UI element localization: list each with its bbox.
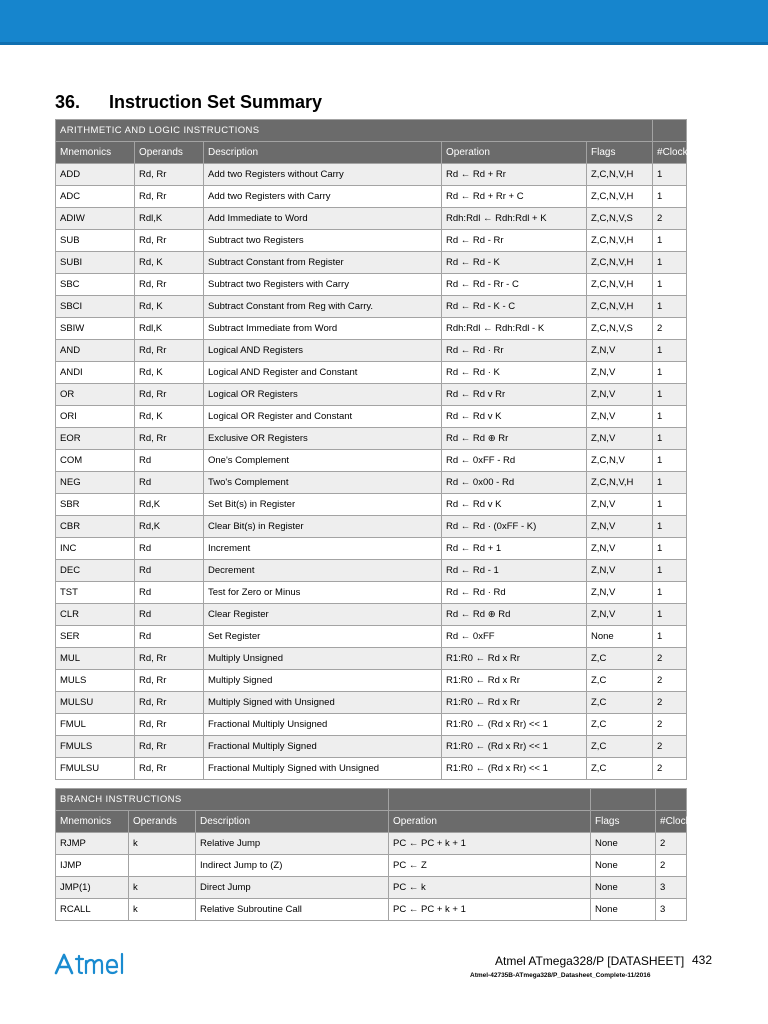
- table-cell: Rd ← Rd + Rr + C: [442, 186, 587, 208]
- table-cell: 2: [653, 208, 687, 230]
- table-cell: Increment: [204, 538, 442, 560]
- table-cell: Rd,K: [135, 494, 204, 516]
- table-cell: Rd, Rr: [135, 692, 204, 714]
- table-cell: Logical AND Registers: [204, 340, 442, 362]
- table-cell: None: [587, 626, 653, 648]
- table-cell: Rd, Rr: [135, 648, 204, 670]
- table-cell: FMULS: [56, 736, 135, 758]
- section-number: 36.: [55, 92, 81, 112]
- table-row: [56, 604, 687, 626]
- table-row: [56, 340, 687, 362]
- footer-page-number: 432: [692, 953, 713, 967]
- table-cell: 1: [653, 626, 687, 648]
- table-cell: Rd, K: [135, 296, 204, 318]
- table-header-row: [56, 142, 687, 164]
- table-cell: SBCI: [56, 296, 135, 318]
- table-cell: 1: [653, 538, 687, 560]
- table-cell: Clear Bit(s) in Register: [204, 516, 442, 538]
- table-row: [56, 472, 687, 494]
- table-cell: Rd ← Rd - 1: [442, 560, 587, 582]
- table-cell: Z,N,V: [587, 560, 653, 582]
- table-cell: Subtract two Registers with Carry: [204, 274, 442, 296]
- table-cell: 1: [653, 560, 687, 582]
- table-cell: Fractional Multiply Signed: [204, 736, 442, 758]
- table-cell: PC ← PC + k + 1: [389, 833, 591, 855]
- table-cell: 1: [653, 164, 687, 186]
- table-cell: Z,N,V: [587, 362, 653, 384]
- table-cell: Rd: [135, 626, 204, 648]
- table-cell: Set Register: [204, 626, 442, 648]
- column-header: Operation: [389, 811, 591, 833]
- table-cell: Z,C,N,V,H: [587, 472, 653, 494]
- table-cell: k: [129, 833, 196, 855]
- table-row: [56, 494, 687, 516]
- table-row: [56, 560, 687, 582]
- column-header: Flags: [587, 142, 653, 164]
- table-cell: TST: [56, 582, 135, 604]
- table-cell: Direct Jump: [196, 877, 389, 899]
- table-cell: Z,C: [587, 648, 653, 670]
- table-cell: Z,C: [587, 670, 653, 692]
- section-title: [55, 92, 322, 113]
- table-cell: Subtract Immediate from Word: [204, 318, 442, 340]
- table-cell: 3: [656, 877, 687, 899]
- table-cell: Z,N,V: [587, 428, 653, 450]
- table-cell: Z,C,N,V,H: [587, 164, 653, 186]
- table-cell: SER: [56, 626, 135, 648]
- table-cell: Z,N,V: [587, 340, 653, 362]
- table-cell: MULSU: [56, 692, 135, 714]
- table-cell: SBR: [56, 494, 135, 516]
- table-cell: FMUL: [56, 714, 135, 736]
- table-caption-row: [56, 120, 687, 142]
- table-cell: MULS: [56, 670, 135, 692]
- table-cell: Set Bit(s) in Register: [204, 494, 442, 516]
- table-cell: 2: [653, 318, 687, 340]
- table-cell: Exclusive OR Registers: [204, 428, 442, 450]
- table-cell: None: [591, 899, 656, 921]
- table-cell: ADC: [56, 186, 135, 208]
- table-row: [56, 208, 687, 230]
- table-row: [56, 186, 687, 208]
- table-cell: R1:R0 ← (Rd x Rr) << 1: [442, 714, 587, 736]
- table-cell: None: [591, 833, 656, 855]
- table-cell: Z,N,V: [587, 384, 653, 406]
- table-cell: Rd ← Rd - K: [442, 252, 587, 274]
- table-cell: COM: [56, 450, 135, 472]
- column-header: Description: [196, 811, 389, 833]
- table-row: [56, 450, 687, 472]
- table-cell: Logical AND Register and Constant: [204, 362, 442, 384]
- table-cell: Z,C: [587, 736, 653, 758]
- table-cell: SUBI: [56, 252, 135, 274]
- table-cell: 1: [653, 582, 687, 604]
- table-cell: Rdh:Rdl ← Rdh:Rdl - K: [442, 318, 587, 340]
- table-cell: Rd, Rr: [135, 340, 204, 362]
- table-cell: Subtract two Registers: [204, 230, 442, 252]
- table-cell: ANDI: [56, 362, 135, 384]
- table-cell: 1: [653, 494, 687, 516]
- table-cell: Z,C: [587, 692, 653, 714]
- table-cell: 1: [653, 340, 687, 362]
- table-cell: 3: [656, 899, 687, 921]
- table-cell: Rd ← Rd - Rr - C: [442, 274, 587, 296]
- table-cell: Subtract Constant from Reg with Carry.: [204, 296, 442, 318]
- table-cell: DEC: [56, 560, 135, 582]
- table-row: [56, 318, 687, 340]
- table-cell: Rd ← Rd · K: [442, 362, 587, 384]
- column-header: #Clocks: [653, 142, 687, 164]
- table-cell: R1:R0 ← Rd x Rr: [442, 648, 587, 670]
- table-caption-filler: [389, 789, 591, 811]
- table-cell: R1:R0 ← Rd x Rr: [442, 670, 587, 692]
- table-cell: Fractional Multiply Unsigned: [204, 714, 442, 736]
- table-cell: Z,N,V: [587, 538, 653, 560]
- table-cell: 2: [653, 714, 687, 736]
- table-row: [56, 252, 687, 274]
- atmel-logo: [54, 950, 130, 978]
- table-row: [56, 692, 687, 714]
- table-cell: MUL: [56, 648, 135, 670]
- table-cell: RJMP: [56, 833, 129, 855]
- table-cell: Rd ← Rd · Rr: [442, 340, 587, 362]
- table-cell: Rd, Rr: [135, 736, 204, 758]
- table-cell: Rd ← Rd - Rr: [442, 230, 587, 252]
- table-cell: Indirect Jump to (Z): [196, 855, 389, 877]
- footer-document-id: Atmel-42735B-ATmega328/P_Datasheet_Complete-11/2016: [470, 972, 651, 979]
- arithmetic-logic-table: [55, 119, 693, 780]
- table-cell: Rd ← Rd v Rr: [442, 384, 587, 406]
- table-cell: 2: [653, 758, 687, 780]
- table-cell: Z,N,V: [587, 516, 653, 538]
- table-cell: ADD: [56, 164, 135, 186]
- section-title-text: Instruction Set Summary: [109, 92, 323, 112]
- table-cell: Rdh:Rdl ← Rdh:Rdl + K: [442, 208, 587, 230]
- table-cell: Rd ← 0x00 - Rd: [442, 472, 587, 494]
- table-cell: Rd, Rr: [135, 230, 204, 252]
- table-cell: Rdl,K: [135, 318, 204, 340]
- table-caption: BRANCH INSTRUCTIONS: [56, 789, 389, 811]
- table-cell: k: [129, 877, 196, 899]
- table-row: [56, 714, 687, 736]
- top-banner: [0, 0, 768, 45]
- table-cell: Z,C,N,V: [587, 450, 653, 472]
- table-cell: Rd, Rr: [135, 670, 204, 692]
- table-cell: 2: [653, 692, 687, 714]
- table-header-row: [56, 811, 687, 833]
- table-cell: Z,C,N,V,S: [587, 318, 653, 340]
- table-row: [56, 230, 687, 252]
- table-cell: 1: [653, 362, 687, 384]
- table-cell: Multiply Unsigned: [204, 648, 442, 670]
- table-cell: Rdl,K: [135, 208, 204, 230]
- table-caption-filler: [653, 120, 687, 142]
- table-row: [56, 648, 687, 670]
- column-header: Operation: [442, 142, 587, 164]
- table-row: [56, 538, 687, 560]
- table-cell: Rd,K: [135, 516, 204, 538]
- table-cell: Z,C,N,V,H: [587, 296, 653, 318]
- column-header: Flags: [591, 811, 656, 833]
- table-cell: Subtract Constant from Register: [204, 252, 442, 274]
- table-row: [56, 736, 687, 758]
- table-cell: Rd ← 0xFF: [442, 626, 587, 648]
- table-cell: ADIW: [56, 208, 135, 230]
- table-cell: SUB: [56, 230, 135, 252]
- table-cell: RCALL: [56, 899, 129, 921]
- table-cell: 1: [653, 296, 687, 318]
- table-cell: Logical OR Registers: [204, 384, 442, 406]
- table-row: [56, 758, 687, 780]
- table-row: [56, 362, 687, 384]
- footer-document-title: Atmel ATmega328/P [DATASHEET]: [495, 954, 685, 968]
- table-cell: Z,C,N,V,S: [587, 208, 653, 230]
- table-cell: Rd, Rr: [135, 714, 204, 736]
- table-cell: Rd ← Rd v K: [442, 406, 587, 428]
- table-cell: Test for Zero or Minus: [204, 582, 442, 604]
- table-cell: Rd, Rr: [135, 758, 204, 780]
- table-cell: 1: [653, 384, 687, 406]
- table-cell: 2: [653, 670, 687, 692]
- table-cell: None: [591, 855, 656, 877]
- table-caption: ARITHMETIC AND LOGIC INSTRUCTIONS: [56, 120, 653, 142]
- table-row: [56, 384, 687, 406]
- table-cell: Rd ← 0xFF - Rd: [442, 450, 587, 472]
- table-cell: IJMP: [56, 855, 129, 877]
- table-cell: 1: [653, 604, 687, 626]
- table-cell: Rd, K: [135, 252, 204, 274]
- table-cell: R1:R0 ← (Rd x Rr) << 1: [442, 736, 587, 758]
- branch-instructions-table: [55, 788, 696, 921]
- table-cell: Rd, K: [135, 406, 204, 428]
- table-cell: 2: [653, 648, 687, 670]
- table-cell: 1: [653, 186, 687, 208]
- table-row: [56, 670, 687, 692]
- column-header: #Clocks: [656, 811, 687, 833]
- table-cell: Rd: [135, 538, 204, 560]
- table-cell: CLR: [56, 604, 135, 626]
- table-cell: k: [129, 899, 196, 921]
- table-cell: One's Complement: [204, 450, 442, 472]
- column-header: Operands: [135, 142, 204, 164]
- table-cell: PC ← k: [389, 877, 591, 899]
- table-cell: Rd ← Rd ⊕ Rr: [442, 428, 587, 450]
- table-cell: AND: [56, 340, 135, 362]
- table-cell: ORI: [56, 406, 135, 428]
- table-row: [56, 855, 687, 877]
- table-cell: Rd: [135, 604, 204, 626]
- table-row: [56, 877, 687, 899]
- table-cell: Add two Registers without Carry: [204, 164, 442, 186]
- table-cell: Rd ← Rd · (0xFF - K): [442, 516, 587, 538]
- table-cell: [129, 855, 196, 877]
- table-cell: Rd: [135, 582, 204, 604]
- table-cell: Rd ← Rd - K - C: [442, 296, 587, 318]
- column-header: Mnemonics: [56, 811, 129, 833]
- column-header: Operands: [129, 811, 196, 833]
- table-cell: FMULSU: [56, 758, 135, 780]
- table-cell: Relative Jump: [196, 833, 389, 855]
- table-cell: CBR: [56, 516, 135, 538]
- table-cell: Rd ← Rd + Rr: [442, 164, 587, 186]
- table-caption-filler: [656, 789, 687, 811]
- table-cell: Z,N,V: [587, 406, 653, 428]
- table-cell: Z,C: [587, 758, 653, 780]
- table-caption-row: [56, 789, 687, 811]
- column-header: Description: [204, 142, 442, 164]
- table-cell: OR: [56, 384, 135, 406]
- table-cell: PC ← Z: [389, 855, 591, 877]
- table-cell: Rd, Rr: [135, 186, 204, 208]
- table-cell: Multiply Signed: [204, 670, 442, 692]
- table-cell: Z,N,V: [587, 494, 653, 516]
- table-cell: 2: [656, 833, 687, 855]
- table-cell: 1: [653, 406, 687, 428]
- table-cell: 1: [653, 472, 687, 494]
- table-caption-filler: [591, 789, 656, 811]
- table-cell: Decrement: [204, 560, 442, 582]
- table-cell: Rd ← Rd · Rd: [442, 582, 587, 604]
- table-cell: Z,N,V: [587, 604, 653, 626]
- table-cell: Rd ← Rd ⊕ Rd: [442, 604, 587, 626]
- table-row: [56, 296, 687, 318]
- table-row: [56, 274, 687, 296]
- table-cell: R1:R0 ← Rd x Rr: [442, 692, 587, 714]
- table-cell: Rd ← Rd v K: [442, 494, 587, 516]
- table-cell: 1: [653, 516, 687, 538]
- table-cell: Add two Registers with Carry: [204, 186, 442, 208]
- table-cell: PC ← PC + k + 1: [389, 899, 591, 921]
- table-cell: Rd, Rr: [135, 384, 204, 406]
- table-cell: NEG: [56, 472, 135, 494]
- table-cell: Clear Register: [204, 604, 442, 626]
- table-row: [56, 428, 687, 450]
- table-cell: Rd, Rr: [135, 164, 204, 186]
- table-cell: SBC: [56, 274, 135, 296]
- table-cell: EOR: [56, 428, 135, 450]
- table-cell: Z,N,V: [587, 582, 653, 604]
- table-cell: Z,C,N,V,H: [587, 230, 653, 252]
- table-cell: Two's Complement: [204, 472, 442, 494]
- table-cell: Rd ← Rd + 1: [442, 538, 587, 560]
- table-cell: 2: [656, 855, 687, 877]
- table-cell: Multiply Signed with Unsigned: [204, 692, 442, 714]
- table-cell: 1: [653, 274, 687, 296]
- table-cell: JMP(1): [56, 877, 129, 899]
- table-cell: Z,C: [587, 714, 653, 736]
- table-cell: Rd: [135, 560, 204, 582]
- table-cell: SBIW: [56, 318, 135, 340]
- table-cell: None: [591, 877, 656, 899]
- table-cell: 2: [653, 736, 687, 758]
- table-cell: Rd, Rr: [135, 274, 204, 296]
- table-row: [56, 626, 687, 648]
- table-row: [56, 899, 687, 921]
- table-row: [56, 516, 687, 538]
- table-row: [56, 406, 687, 428]
- table-cell: Fractional Multiply Signed with Unsigned: [204, 758, 442, 780]
- table-row: [56, 164, 687, 186]
- column-header: Mnemonics: [56, 142, 135, 164]
- table-cell: 1: [653, 230, 687, 252]
- table-cell: Logical OR Register and Constant: [204, 406, 442, 428]
- table-cell: Rd: [135, 450, 204, 472]
- table-cell: Z,C,N,V,H: [587, 186, 653, 208]
- table-cell: 1: [653, 428, 687, 450]
- table-cell: Rd: [135, 472, 204, 494]
- table-cell: 1: [653, 252, 687, 274]
- table-cell: Z,C,N,V,H: [587, 252, 653, 274]
- table-row: [56, 833, 687, 855]
- table-cell: Z,C,N,V,H: [587, 274, 653, 296]
- table-cell: Relative Subroutine Call: [196, 899, 389, 921]
- table-cell: INC: [56, 538, 135, 560]
- table-cell: Add Immediate to Word: [204, 208, 442, 230]
- table-cell: R1:R0 ← (Rd x Rr) << 1: [442, 758, 587, 780]
- table-cell: Rd, Rr: [135, 428, 204, 450]
- table-cell: Rd, K: [135, 362, 204, 384]
- table-cell: 1: [653, 450, 687, 472]
- table-row: [56, 582, 687, 604]
